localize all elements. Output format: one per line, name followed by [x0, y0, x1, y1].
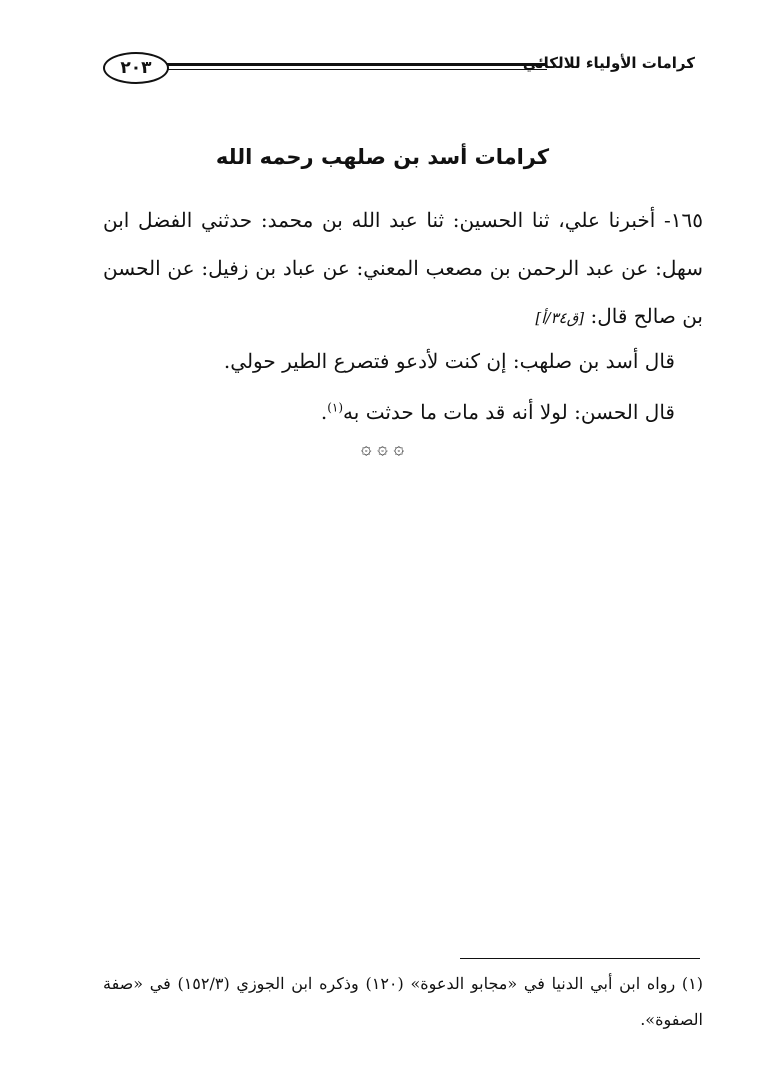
header-rule — [167, 63, 547, 70]
isnad-text: ١٦٥- أخبرنا علي، ثنا الحسين: ثنا عبد الله بن محمد: حدثني الفضل ابن سهل: عن عبد الرحمن بن مصعب المعني: عن عباد بن زفيل: عن الحسن بن صالح قال: — [103, 208, 703, 328]
book-title: كرامات الأولياء للالكائي — [522, 54, 695, 72]
footnote: (١) رواه ابن أبي الدنيا في «مجابو الدعوة» (١٢٠) وذكره ابن الجوزي (١٥٢/٣) في «صفة الصفوة». — [103, 974, 703, 1029]
chapter-title: كرامات أسد بن صلهب رحمه الله — [215, 145, 550, 169]
end-period: . — [320, 400, 328, 424]
manuscript-reference: [ق٣٤/أ] — [535, 309, 585, 327]
page-number: ٢٠٣ — [103, 52, 169, 84]
header-rule-thick — [167, 63, 547, 66]
section-ornaments: ۞ ۞ ۞ — [360, 438, 405, 459]
footnote-marker: (١) — [327, 400, 344, 415]
paragraph-isnad — [103, 196, 703, 342]
running-header — [103, 52, 695, 88]
footnote-separator — [460, 958, 700, 959]
paragraph-saying: قال أسد بن صلهب: إن كنت لأدعو فتصرع الطير حولي. — [223, 349, 675, 373]
header-rule-thin — [167, 69, 547, 70]
comment-text: قال الحسن: لولا أنه قد مات ما حدثت به — [343, 400, 675, 424]
paragraph-comment — [103, 388, 703, 436]
